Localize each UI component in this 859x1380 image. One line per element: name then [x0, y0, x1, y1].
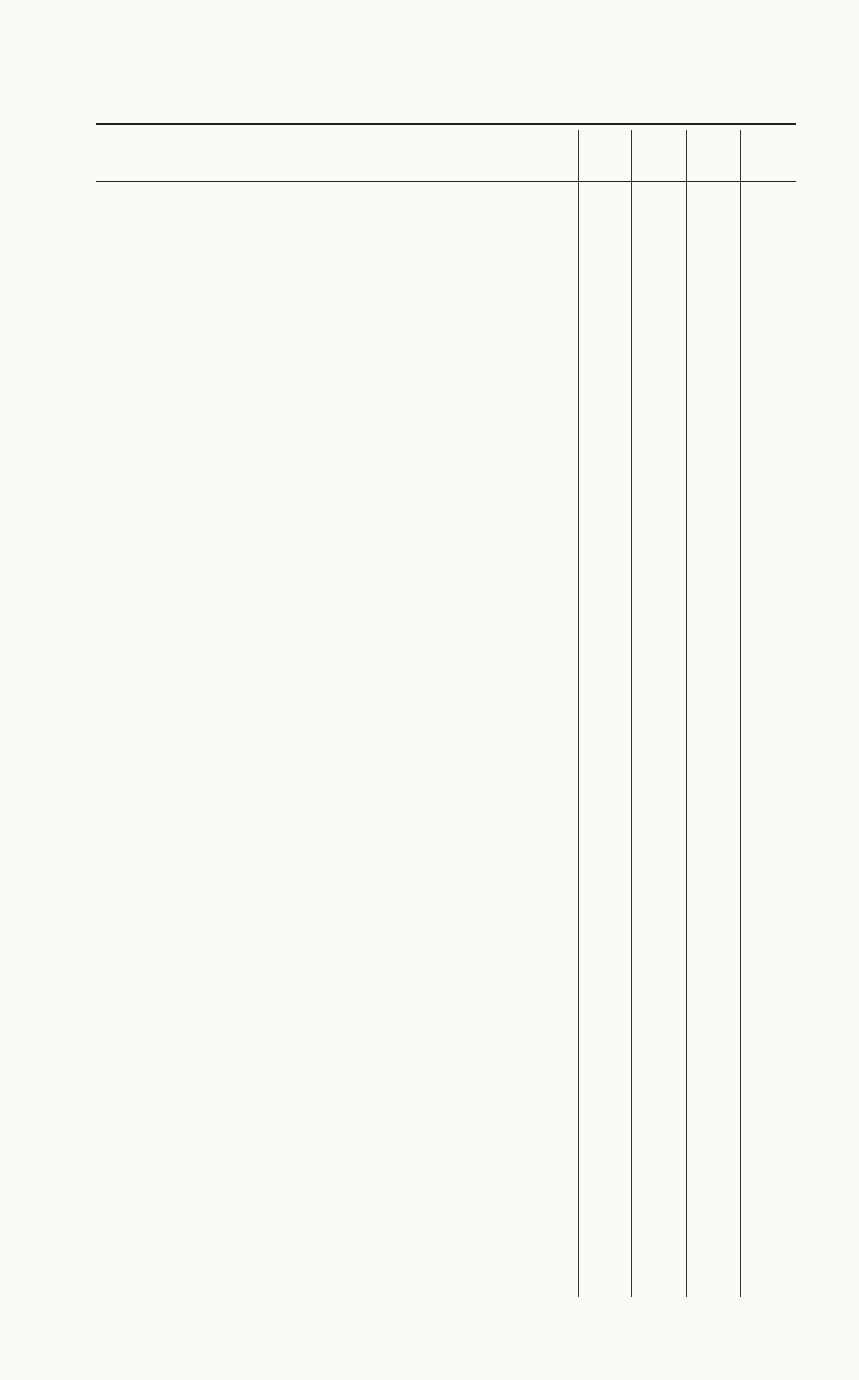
- column-divider: [740, 130, 741, 1297]
- column-divider: [631, 130, 632, 1297]
- top-rule: [96, 123, 796, 125]
- column-divider: [578, 130, 579, 1297]
- column-divider: [686, 130, 687, 1297]
- header-rule: [96, 181, 796, 182]
